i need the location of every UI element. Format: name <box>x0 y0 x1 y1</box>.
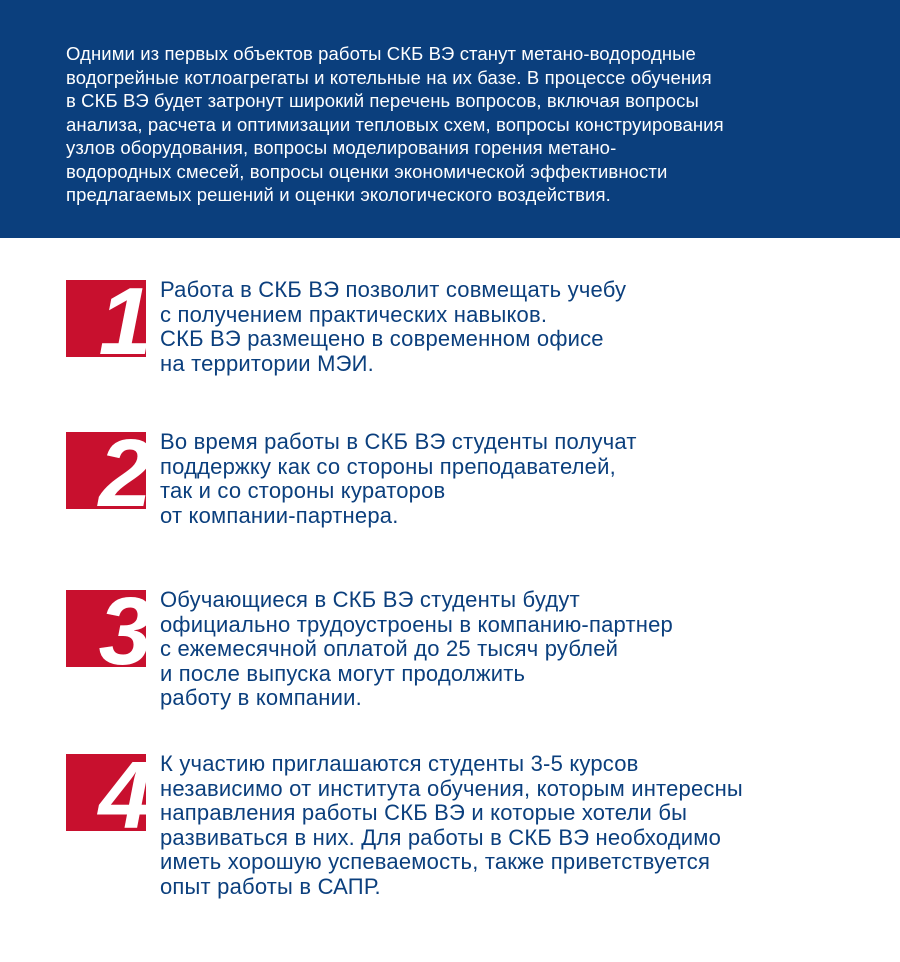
number-4: 4 <box>98 742 152 849</box>
number-3: 3 <box>98 578 152 685</box>
number-2: 2 <box>98 420 152 527</box>
number-1: 1 <box>98 268 152 375</box>
item-text-4: К участию приглашаются студенты 3-5 курсов независимо от института обучения, которым интересны направления работы СКБ ВЭ и которые хотели бы развиваться в них. Для работы в СКБ ВЭ необходимо иметь хорошую успеваемость, также приветствуется опыт работы в САПР. <box>160 751 743 899</box>
item-text-3: Обучающиеся в СКБ ВЭ студенты будут официально трудоустроены в компанию-партнер с ежемесячной оплатой до 25 тысяч рублей и после выпуска могут продолжить работу в компании. <box>160 587 673 710</box>
number-badge-3 <box>66 578 152 685</box>
item-text-1: Работа в СКБ ВЭ позволит совмещать учебу с получением практических навыков. СКБ ВЭ размещено в современном офисе на территории МЭИ. <box>160 277 627 376</box>
intro-banner <box>0 0 900 238</box>
number-badge-4 <box>66 742 152 849</box>
number-badge-1 <box>66 268 152 375</box>
item-text-2: Во время работы в СКБ ВЭ студенты получат поддержку как со стороны преподавателей, так и со стороны кураторов от компании-партнера. <box>160 429 637 528</box>
intro-text: Одними из первых объектов работы СКБ ВЭ станут метано-водородные водогрейные котлоагрегаты и котельные на их базе. В процессе обучения в СКБ ВЭ будет затронут широкий перечень вопросов, включая вопросы анализа, расчета и оптимизации тепловых схем, вопросы конструирования узлов оборудования, вопросы моделирования горения метано- водородных смесей, вопросы оценки экономической эффективности предлагаемых решений и оценки экологического воздействия. <box>66 43 724 205</box>
number-badge-2 <box>66 420 152 527</box>
